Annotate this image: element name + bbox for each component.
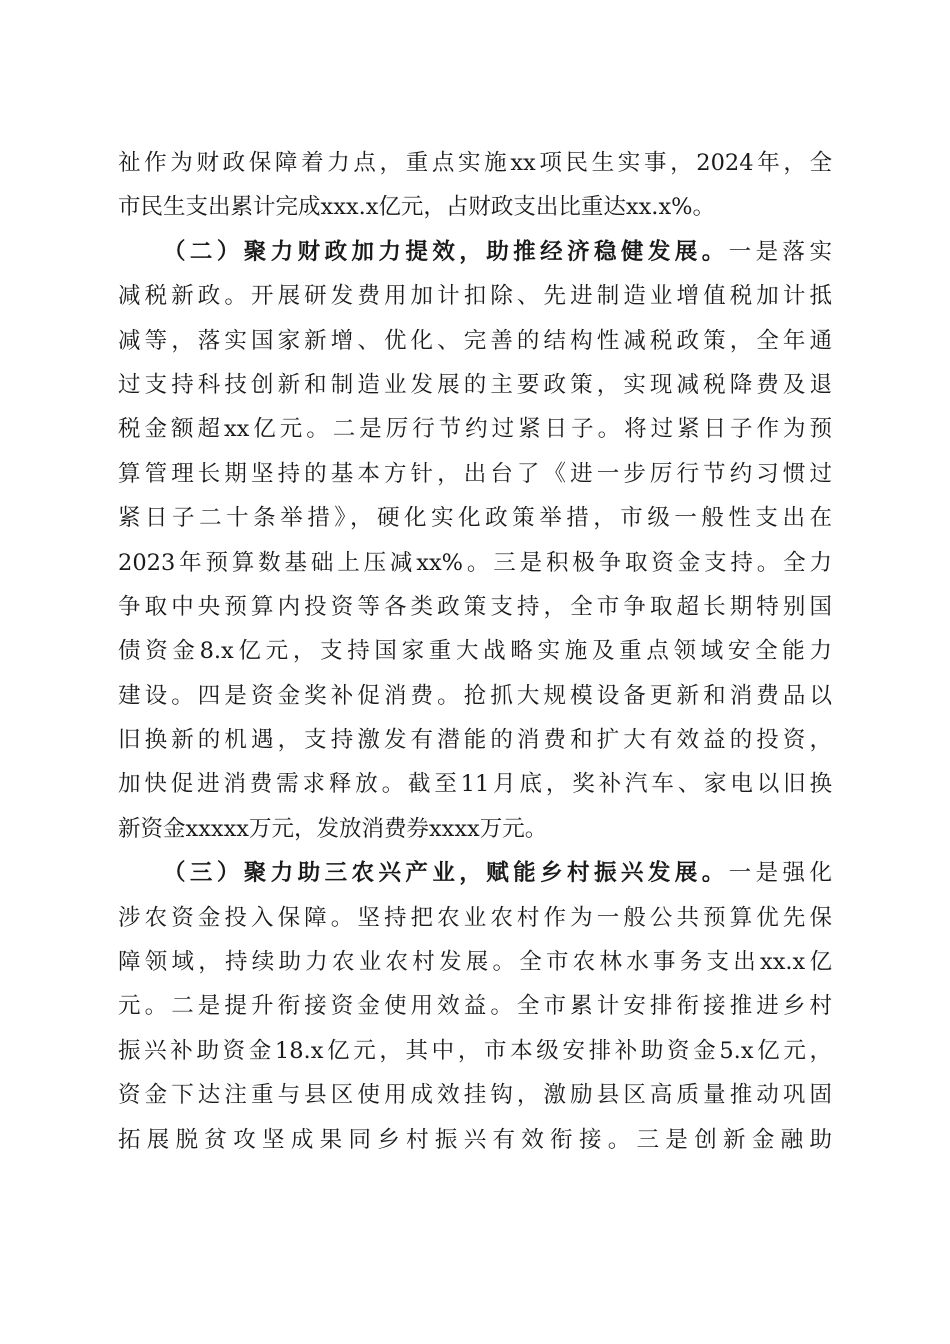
paragraph-section-two xyxy=(118,230,832,851)
line-text: 过支持科技创新和制造业发展的主要政策，实现减税降费及退 xyxy=(118,371,832,398)
text-line xyxy=(118,807,832,851)
text-line xyxy=(118,896,832,940)
line-text: 建设。四是资金奖补促消费。抢抓大规模设备更新和消费品以 xyxy=(118,682,832,709)
line-text: 旧换新的机遇，支持激发有潜能的消费和扩大有效益的投资， xyxy=(118,727,832,754)
line-text: 祉作为财政保障着力点，重点实施xx项民生实事，2024年，全 xyxy=(118,150,832,176)
section-heading: （三）聚力助三农兴产业，赋能乡村振兴发展。 xyxy=(163,860,729,887)
line-text: 紧日子二十条举措》，硬化实化政策举措，市级一般性支出在 xyxy=(118,505,832,532)
text-line xyxy=(118,674,832,718)
line-text: 减税新政。开展研发费用加计扣除、先进制造业增值税加计抵 xyxy=(118,283,832,310)
line-text: 元。二是提升衔接资金使用效益。全市累计安排衔接推进乡村 xyxy=(118,993,832,1020)
text-line xyxy=(118,1029,832,1073)
line-text: 振兴补助资金18.x亿元，其中，市本级安排补助资金5.x亿元， xyxy=(118,1037,832,1064)
line-text: 算管理长期坚持的基本方针，出台了《进一步厉行节约习惯过 xyxy=(118,460,832,487)
section-heading: （二）聚力财政加力提效，助推经济稳健发展。 xyxy=(163,238,729,265)
line-text: 税金额超xx亿元。二是厉行节约过紧日子。将过紧日子作为预 xyxy=(118,416,832,443)
line-text: 2023年预算数基础上压减xx%。三是积极争取资金支持。全力 xyxy=(118,549,832,576)
line-text: 障领域，持续助力农业农村发展。全市农林水事务支出xx.x亿 xyxy=(118,949,832,976)
line-text: 市民生支出累计完成xxx.x亿元，占财政支出比重达xx.x%。 xyxy=(118,194,716,221)
line-text: 新资金xxxxx万元，发放消费券xxxx万元。 xyxy=(118,815,548,842)
line-text: 涉农资金投入保障。坚持把农业农村作为一般公共预算优先保 xyxy=(118,904,832,931)
text-line xyxy=(118,319,832,363)
line-text: 加快促进消费需求释放。截至11月底，奖补汽车、家电以旧换 xyxy=(118,771,832,798)
text-line xyxy=(118,940,832,984)
text-line xyxy=(118,185,832,229)
text-line xyxy=(118,1073,832,1117)
text-line xyxy=(118,496,832,540)
line-text: 争取中央预算内投资等各类政策支持，全市争取超长期特别国 xyxy=(118,593,832,620)
line-text: 资金下达注重与县区使用成效挂钩，激励县区高质量推动巩固 xyxy=(118,1082,832,1109)
document-body xyxy=(118,141,832,1162)
text-line xyxy=(118,541,832,585)
text-line xyxy=(118,984,832,1028)
line-text: 拓展脱贫攻坚成果同乡村振兴有效衔接。三是创新金融助 xyxy=(118,1126,832,1153)
text-line xyxy=(118,274,832,318)
line-text: 一是强化 xyxy=(728,860,832,887)
text-line xyxy=(118,1118,832,1162)
text-line xyxy=(118,629,832,673)
line-text: 债资金8.x亿元，支持国家重大战略实施及重点领域安全能力 xyxy=(118,638,832,665)
paragraph-livelihood-spending xyxy=(118,141,832,230)
paragraph-section-three xyxy=(118,851,832,1162)
line-text: 一是落实 xyxy=(728,238,832,265)
text-line xyxy=(118,407,832,451)
text-line xyxy=(118,851,832,895)
text-line xyxy=(118,141,832,185)
text-line xyxy=(118,762,832,806)
text-line xyxy=(118,363,832,407)
text-line xyxy=(118,585,832,629)
line-text: 减等，落实国家新增、优化、完善的结构性减税政策，全年通 xyxy=(118,327,832,354)
text-line xyxy=(118,230,832,274)
text-line xyxy=(118,718,832,762)
text-line xyxy=(118,452,832,496)
